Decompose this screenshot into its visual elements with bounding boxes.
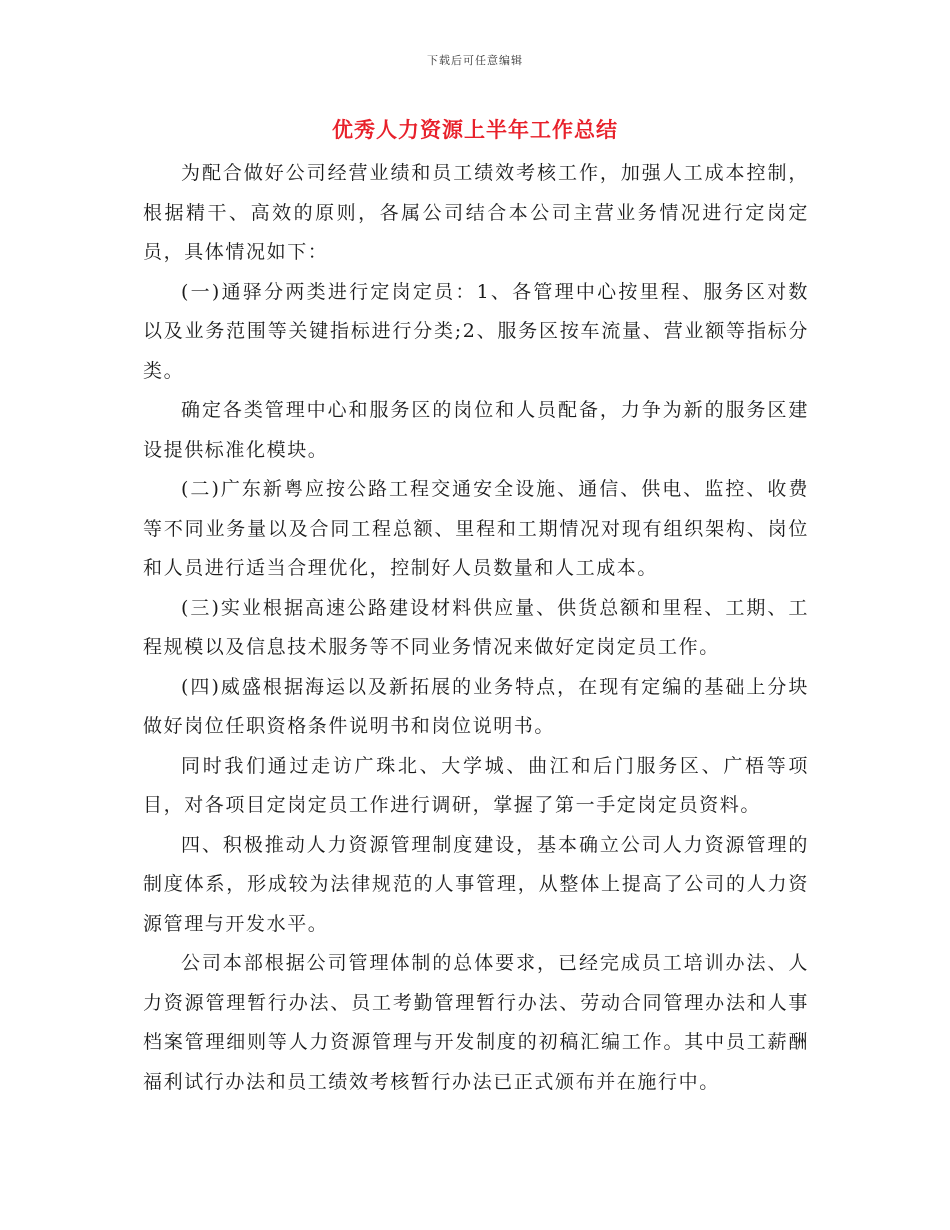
document-body (143, 154, 809, 1102)
paragraph-item-1: (一)通驿分两类进行定岗定员：1、各管理中心按里程、服务区对数以及业务范围等关键指标进行分类;2、服务区按车流量、营业额等指标分类。 (143, 280, 809, 382)
paragraph-item-2: (二)广东新粤应按公路工程交通安全设施、通信、供电、监控、收费等不同业务量以及合同工程总额、里程和工期情况对现有组织架构、岗位和人员进行适当合理优化，控制好人员数量和人工成本。 (143, 478, 809, 579)
paragraph-item-1-note: 确定各类管理中心和服务区的岗位和人员配备，力争为新的服务区建设提供标准化模块。 (143, 399, 809, 461)
paragraph-item-3: (三)实业根据高速公路建设材料供应量、供货总额和里程、工期、工程规模以及信息技术服务等不同业务情况来做好定岗定员工作。 (143, 596, 809, 658)
paragraph-intro: 为配合做好公司经营业绩和员工绩效考核工作，加强人工成本控制，根据精干、高效的原则，各属公司结合本公司主营业务情况进行定岗定员，具体情况如下： (143, 162, 809, 263)
paragraph-regulations: 公司本部根据公司管理体制的总体要求，已经完成员工培训办法、人力资源管理暂行办法、员工考勤管理暂行办法、劳动合同管理办法和人事档案管理细则等人力资源管理与开发制度的初稿汇编工作。其中员工薪酬福利试行办法和员工绩效考核暂行办法已正式颁布并在施行中。 (143, 952, 809, 1093)
paragraph-section-4: 四、积极推动人力资源管理制度建设，基本确立公司人力资源管理的制度体系，形成较为法律规范的人事管理，从整体上提高了公司的人力资源管理与开发水平。 (143, 833, 809, 935)
paragraph-item-4: (四)威盛根据海运以及新拓展的业务特点，在现有定编的基础上分块做好岗位任职资格条件说明书和岗位说明书。 (143, 675, 809, 737)
paragraph-research: 同时我们通过走访广珠北、大学城、曲江和后门服务区、广梧等项目，对各项目定岗定员工作进行调研，掌握了第一手定岗定员资料。 (143, 754, 809, 816)
document-title: 优秀人力资源上半年工作总结 (332, 118, 618, 142)
header-note: 下载后可任意编辑 (427, 54, 523, 67)
